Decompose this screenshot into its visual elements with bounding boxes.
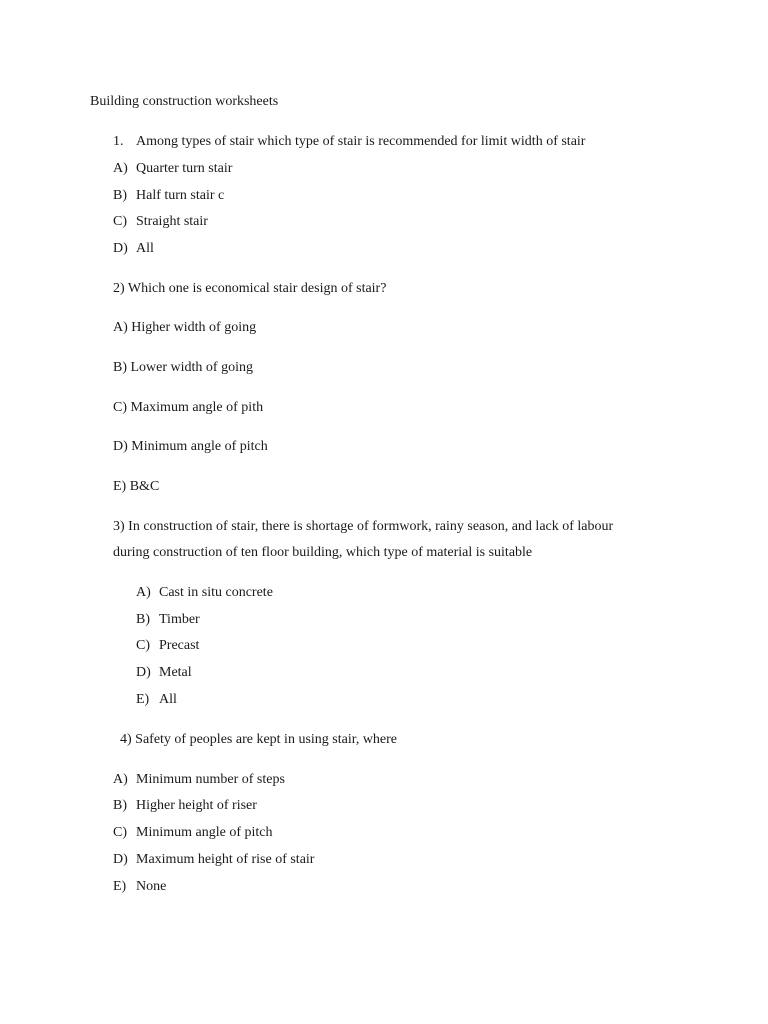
- question-2-option-c: C) Maximum angle of pith: [113, 400, 264, 415]
- question-1-text: Among types of stair which type of stair is recommended for limit width of stair: [136, 134, 586, 149]
- question-3-option-c: C) Precast: [136, 638, 200, 653]
- question-1: [113, 133, 585, 151]
- question-4-text: 4) Safety of peoples are kept in using stair, where: [120, 732, 398, 747]
- question-2-option-e: E) B&C: [113, 479, 160, 494]
- question-1-number: 1.: [113, 134, 124, 149]
- question-1-option-b: B) Half turn stair c: [113, 188, 225, 203]
- question-2-option-a: A) Higher width of going: [113, 320, 257, 335]
- question-3-option-e: E) All: [136, 692, 177, 707]
- question-4-option-d: D) Maximum height of rise of stair: [113, 852, 315, 867]
- question-2-option-d: D) Minimum angle of pitch: [113, 439, 268, 454]
- question-3-text-line-2: during construction of ten floor building, which type of material is suitable: [113, 545, 533, 560]
- question-1-option-d: D) All: [113, 241, 154, 256]
- question-4-option-b: B) Higher height of riser: [113, 798, 257, 813]
- question-3-text-line-1: 3) In construction of stair, there is shortage of formwork, rainy season, and lack of labour: [113, 519, 614, 534]
- question-1-option-a: A) Quarter turn stair: [113, 161, 233, 176]
- question-2-text: 2) Which one is economical stair design of stair?: [113, 281, 387, 296]
- question-4-option-e: E) None: [113, 879, 167, 894]
- question-1-option-c: C) Straight stair: [113, 214, 208, 229]
- question-4-option-a: A) Minimum number of steps: [113, 772, 285, 787]
- question-2-option-b: B) Lower width of going: [113, 360, 253, 375]
- document-title: Building construction worksheets: [90, 94, 279, 109]
- question-4-option-c: C) Minimum angle of pitch: [113, 825, 273, 840]
- question-3-option-d: D) Metal: [136, 665, 192, 680]
- question-3-option-a: A) Cast in situ concrete: [136, 585, 273, 600]
- question-3-option-b: B) Timber: [136, 612, 200, 627]
